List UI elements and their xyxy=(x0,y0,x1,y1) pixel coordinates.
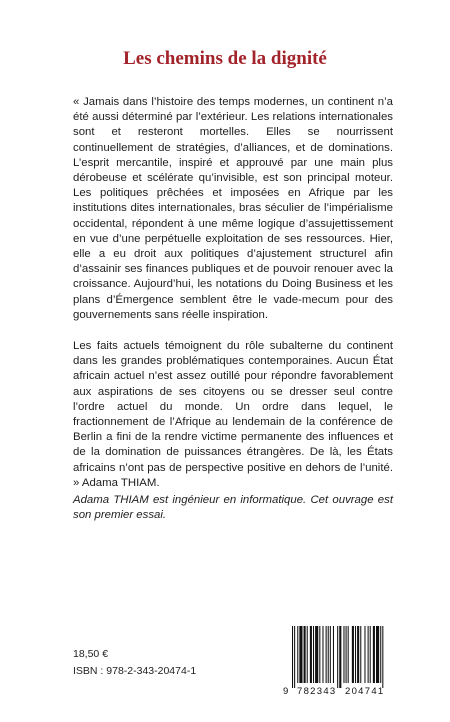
barcode-left-digits: 782343 xyxy=(297,686,337,697)
barcode xyxy=(283,626,395,702)
barcode-bar xyxy=(376,626,379,683)
barcode-bar xyxy=(294,626,295,688)
barcode-right-digits: 204741 xyxy=(345,686,385,697)
back-cover-text-context: Les faits actuels témoignent du rôle subalterne du continent dans les grandes problématiques contemporaines. Aucun État africain actuel n’est assez outillé pour répondre favorablement aux aspirations de ses citoyens ou se dresser seul contre l’ordre actuel du monde. Un ordre dans lequel, le fractionnement de l’Afrique au lendemain de la conférence de Berlin a fini de la rendre victime permanente des influences et de la domination de puissances étrangères. De là, les États africains n’ont pas de perspective positive en dehors de l’unité. » Adama THIAM. xyxy=(73,340,393,489)
barcode-bar xyxy=(304,626,306,683)
barcode-bar xyxy=(299,626,302,683)
back-cover-text-quote: « Jamais dans l’histoire des temps modernes, un continent n’a été aussi déterminé par l’extérieur. Les relations internationales sont et resteront mortelles. Elles se nourrissent continuellement de stratégies, d’alliances, et de dominations. L’esprit mercantile, inspiré et approuvé par une main plus dérobeuse et scélérate qu’invisible, est son principal moteur. Les politiques prêchées et imposées en Afrique par les institutions dites internationales, bras séculier de l’impérialisme occidental, répondent à une même logique d’assujettissement en vue d’une perpétuelle exploitation de ses ressources. Hier, elle a eu droit aux politiques d’ajustement structurel afin d’assainir ses finances publiques et de pouvoir renouer avec la croissance. Aujourd’hui, les notations du Doing Business et les plans d’Émergence semblent être le vade-mecum pour des gouvernements sans réelle inspiration. xyxy=(73,96,393,321)
barcode-bar xyxy=(382,626,383,688)
barcode-bar xyxy=(292,626,293,688)
barcode-bar xyxy=(322,626,323,683)
barcode-bar xyxy=(319,626,320,683)
barcode-bar xyxy=(364,626,365,683)
barcode-bar xyxy=(333,626,334,683)
barcode-bar xyxy=(339,626,341,688)
barcode-bar xyxy=(352,626,354,683)
barcode-bars xyxy=(283,626,395,688)
barcode-bar xyxy=(368,626,369,683)
barcode-bar xyxy=(370,626,371,683)
book-title: Les chemins de la dignité xyxy=(123,48,327,69)
barcode-lead-digit: 9 xyxy=(283,686,289,697)
barcode-bar xyxy=(357,626,359,683)
barcode-bar xyxy=(346,626,347,683)
barcode-bar xyxy=(307,626,308,683)
barcode-bar xyxy=(337,626,338,688)
barcode-bar xyxy=(373,626,375,683)
barcode-bar xyxy=(360,626,361,683)
barcode-bar xyxy=(328,626,329,683)
barcode-bar xyxy=(343,626,344,683)
barcode-bar xyxy=(313,626,314,683)
barcode-bar xyxy=(310,626,312,683)
barcode-bar xyxy=(330,626,331,683)
barcode-bar xyxy=(315,626,318,683)
barcode-bar xyxy=(380,626,381,683)
author-bio: Adama THIAM est ingénieur en informatique. Cet ouvrage est son premier essai. xyxy=(73,494,393,522)
isbn-label: ISBN : 978-2-343-20474-1 xyxy=(73,665,197,677)
barcode-bar xyxy=(355,626,356,683)
barcode-bar xyxy=(348,626,349,683)
barcode-bar xyxy=(297,626,298,683)
price-label: 18,50 € xyxy=(73,648,109,660)
barcode-bar xyxy=(326,626,327,683)
